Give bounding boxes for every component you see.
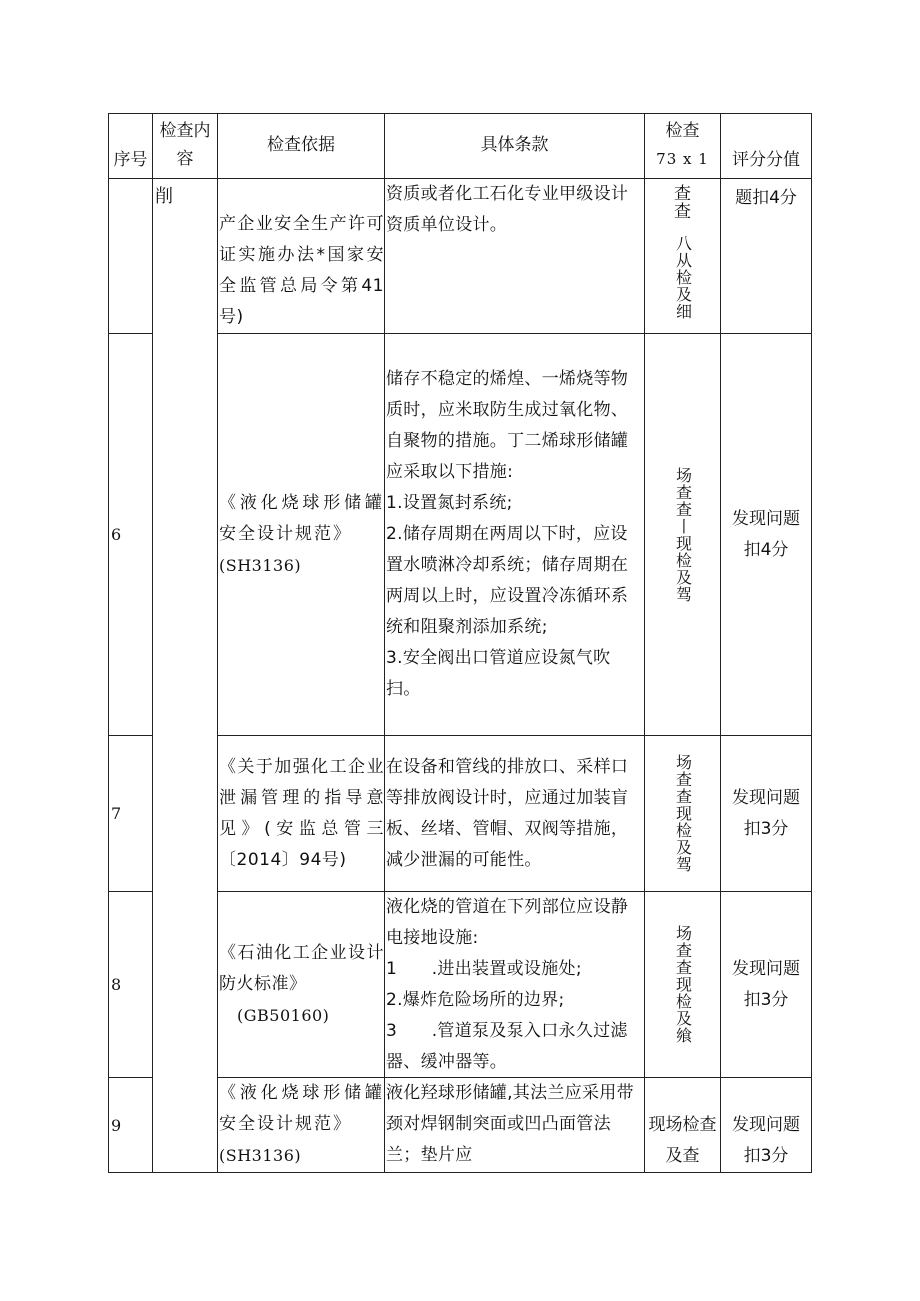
basis-cell: 产企业安全生产许可证实施办法*国家安全监管总局令第41号) <box>218 179 385 334</box>
basis-cell: 《液化烧球形储罐安全设计规范》 (SH3136) <box>218 1078 385 1173</box>
clause-cell: 资质或者化工石化专业甲级设计资质单位设计。 <box>385 179 645 334</box>
header-item: 检查内 容 <box>153 114 218 179</box>
header-row <box>109 114 812 179</box>
row-index: 9 <box>109 1078 153 1173</box>
method-cell: 场查查现检及飨 <box>645 892 721 1078</box>
clause-cell: 在设备和管线的排放口、采样口等排放阀设计时，应通过加装盲板、丝堵、管帽、双阀等措施，减少泄漏的可能性。 <box>385 736 645 892</box>
header-score: 评分分值 <box>721 114 812 179</box>
basis-cell: 《液化烧球形储罐安全设计规范》 (SH3136) <box>218 334 385 736</box>
row-index: 6 <box>109 334 153 736</box>
basis-cell: 《关于加强化工企业泄漏管理的指导意见》(安监总管三〔2014〕94号) <box>218 736 385 892</box>
score-cell: 发现问题 扣3分 <box>721 892 812 1078</box>
row-index: 7 <box>109 736 153 892</box>
table-row <box>109 179 812 334</box>
inspection-table <box>108 113 812 1173</box>
header-clause: 具体条款 <box>385 114 645 179</box>
clause-cell: 储存不稳定的烯煌、一烯烧等物质时，应米取防生成过氧化物、自聚物的措施。丁二烯球形储罐应采取以下措施: 1.设置氮封系统; 2.储存周期在两周以下时，应设置水喷淋冷却系统；储存周期在两周以上时，应设置冷冻循环系统和阻聚剂添加系统; 3.安全阀出口管道应设氮气吹扫。 <box>385 334 645 736</box>
clause-cell: 液化烧的管道在下列部位应设静电接地设施: 1 .进出装置或设施处; 2.爆炸危险场所的边界; 3 .管道泵及泵入口永久过滤器、缓冲器等。 <box>385 892 645 1078</box>
header-method: 检查 73 x 1 <box>645 114 721 179</box>
clause-cell: 液化羟球形储罐,其法兰应采用带颈对焊钢制突面或凹凸面管法兰；垫片应 <box>385 1078 645 1173</box>
header-basis: 检查依据 <box>218 114 385 179</box>
method-cell: 场查查丨现检及驾 <box>645 334 721 736</box>
score-cell: 题扣4分 <box>721 179 812 334</box>
basis-cell: 《石油化工企业设计防火标准》 (GB50160) <box>218 892 385 1078</box>
score-cell: 发现问题 扣4分 <box>721 334 812 736</box>
score-cell: 发现问题 扣3分 <box>721 1078 812 1173</box>
item-cell: 削 <box>153 179 218 1173</box>
row-index <box>109 179 153 334</box>
row-index: 8 <box>109 892 153 1078</box>
header-index: 序号 <box>109 114 153 179</box>
method-cell: 查查 八从检及细 <box>645 179 721 334</box>
method-cell: 现场检查 及查 <box>645 1078 721 1173</box>
score-cell: 发现问题 扣3分 <box>721 736 812 892</box>
method-cell: 场查查现检及驾 <box>645 736 721 892</box>
